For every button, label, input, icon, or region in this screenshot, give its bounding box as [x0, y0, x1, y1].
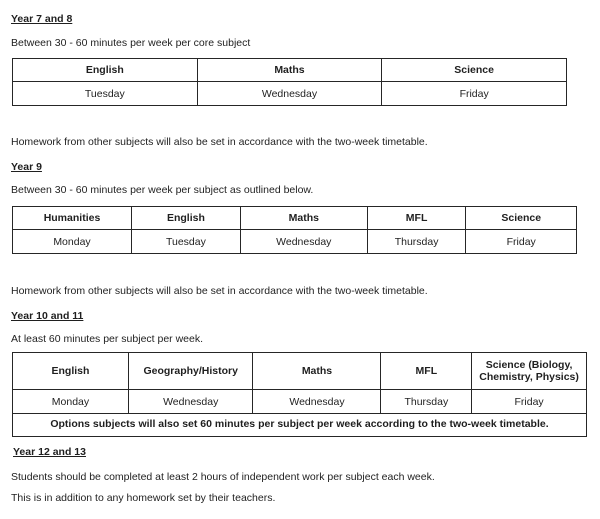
section-heading-year-7-8: Year 7 and 8: [11, 13, 73, 25]
additional-homework-statement: This is in addition to any homework set by their teachers.: [11, 492, 276, 504]
header-cell-maths: Maths: [253, 353, 381, 390]
note-year-9: Homework from other subjects will also be set in accordance with the two-week timetable.: [11, 285, 428, 297]
year-10-11-homework-table: [12, 352, 587, 437]
day-cell-maths: Wednesday: [197, 82, 382, 106]
header-cell-maths: Maths: [197, 59, 382, 82]
day-cell-maths: Wednesday: [240, 230, 367, 254]
section-heading-year-10-11: Year 10 and 11: [11, 310, 84, 322]
header-cell-maths: Maths: [240, 207, 367, 230]
header-cell-mfl: MFL: [381, 353, 472, 390]
intro-year-7-8: Between 30 - 60 minutes per week per core subject: [11, 37, 251, 49]
table-header-row: [13, 59, 567, 82]
header-cell-geography-history: Geography/History: [128, 353, 253, 390]
header-cell-science: Science: [382, 59, 567, 82]
day-cell-science: Friday: [466, 230, 577, 254]
day-cell-science: Friday: [382, 82, 567, 106]
header-cell-science: Science: [466, 207, 577, 230]
table-footer-row: [13, 414, 587, 437]
year-9-homework-table: [12, 206, 577, 254]
header-cell-science: Science (Biology, Chemistry, Physics): [472, 353, 587, 390]
note-year-7-8: Homework from other subjects will also be set in accordance with the two-week timetable.: [11, 136, 428, 148]
day-cell-maths: Wednesday: [253, 390, 381, 414]
options-subjects-note-cell: Options subjects will also set 60 minutes per subject per week according to the two-week timetable.: [13, 414, 587, 437]
header-cell-mfl: MFL: [367, 207, 466, 230]
day-cell-english: Monday: [13, 390, 129, 414]
table-header-row: [13, 353, 587, 390]
day-cell-humanities: Monday: [13, 230, 132, 254]
table-day-row: [13, 390, 587, 414]
intro-year-9: Between 30 - 60 minutes per week per subject as outlined below.: [11, 184, 314, 196]
day-cell-science: Friday: [472, 390, 587, 414]
day-cell-mfl: Thursday: [367, 230, 466, 254]
day-cell-mfl: Thursday: [381, 390, 472, 414]
header-cell-english: English: [13, 353, 129, 390]
intro-year-10-11: At least 60 minutes per subject per week.: [11, 333, 204, 345]
day-cell-english: Tuesday: [132, 230, 241, 254]
section-heading-year-12-13: Year 12 and 13: [13, 446, 86, 458]
table-day-row: [13, 82, 567, 106]
table-day-row: [13, 230, 577, 254]
homework-timetable-document: [0, 13, 600, 505]
section-heading-year-9: Year 9: [11, 161, 42, 173]
header-cell-humanities: Humanities: [13, 207, 132, 230]
year-7-8-homework-table: [12, 58, 567, 106]
header-cell-english: English: [13, 59, 198, 82]
table-header-row: [13, 207, 577, 230]
independent-work-statement: Students should be completed at least 2 hours of independent work per subject each week.: [11, 471, 435, 483]
day-cell-geography-history: Wednesday: [128, 390, 253, 414]
day-cell-english: Tuesday: [13, 82, 198, 106]
header-cell-english: English: [132, 207, 241, 230]
